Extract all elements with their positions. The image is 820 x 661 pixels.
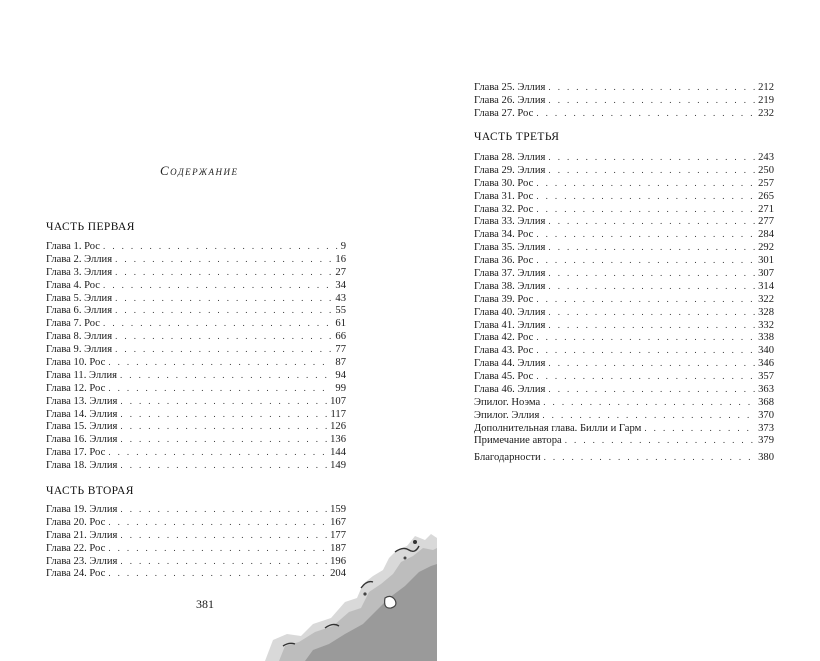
toc-entry-page: 144 bbox=[330, 447, 346, 459]
toc-entry bbox=[46, 516, 346, 529]
dot-leader bbox=[108, 356, 332, 369]
dot-leader bbox=[120, 433, 327, 446]
dot-leader bbox=[542, 409, 755, 422]
toc-entry-label: Глава 6. Эллия bbox=[46, 305, 113, 317]
toc-entry-page: 243 bbox=[758, 152, 774, 163]
dot-leader bbox=[644, 422, 755, 435]
toc-entry-page: 43 bbox=[335, 292, 346, 304]
toc-entry bbox=[474, 94, 774, 107]
toc-entry bbox=[46, 292, 346, 305]
right-page bbox=[410, 0, 820, 661]
dot-leader bbox=[115, 292, 332, 305]
toc-entry-label: Глава 20. Рос bbox=[46, 516, 106, 528]
part-three-list bbox=[474, 151, 774, 435]
dot-leader bbox=[548, 280, 755, 293]
toc-entry-label: Глава 12. Рос bbox=[46, 382, 106, 394]
toc-entry bbox=[474, 357, 774, 370]
toc-entry-label: Глава 16. Эллия bbox=[46, 434, 118, 446]
toc-entry bbox=[474, 241, 774, 254]
toc-entry-page: 87 bbox=[335, 357, 346, 369]
toc-entry bbox=[474, 164, 774, 177]
dot-leader bbox=[548, 151, 755, 164]
dot-leader bbox=[536, 254, 755, 267]
toc-entry-label: Глава 3. Эллия bbox=[46, 266, 113, 278]
dot-leader bbox=[115, 266, 332, 279]
toc-entry-label: Глава 5. Эллия bbox=[46, 292, 113, 304]
toc-entry-label: Примечание автора bbox=[474, 435, 562, 446]
toc-entry-label: Глава 40. Эллия bbox=[474, 306, 546, 318]
toc-entry-page: 328 bbox=[758, 306, 774, 318]
dot-leader bbox=[536, 370, 755, 383]
toc-entry-label: Глава 13. Эллия bbox=[46, 395, 118, 407]
toc-entry-page: 232 bbox=[758, 107, 774, 119]
toc-entry bbox=[46, 395, 346, 408]
toc-entry-page: 187 bbox=[330, 542, 346, 554]
toc-entry bbox=[474, 409, 774, 422]
toc-entry bbox=[474, 293, 774, 306]
toc-entry bbox=[46, 459, 346, 472]
toc-entry-page: 346 bbox=[758, 358, 774, 370]
toc-entry bbox=[46, 420, 346, 433]
dot-leader bbox=[536, 203, 755, 216]
toc-entry-label: Глава 38. Эллия bbox=[474, 280, 546, 292]
toc-entry bbox=[46, 240, 346, 253]
toc-entry-page: 55 bbox=[335, 305, 346, 317]
toc-entry-label: Глава 35. Эллия bbox=[474, 242, 546, 254]
toc-entry-page: 314 bbox=[758, 280, 774, 292]
toc-entry-page: 126 bbox=[330, 421, 346, 433]
toc-entry-page: 332 bbox=[758, 319, 774, 331]
toc-entry-page: 99 bbox=[335, 382, 346, 394]
dot-leader bbox=[103, 240, 338, 253]
toc-entry bbox=[46, 266, 346, 279]
toc-entry-label: Глава 22. Рос bbox=[46, 542, 106, 554]
toc-title: Содержание bbox=[160, 163, 239, 178]
dot-leader bbox=[548, 164, 755, 177]
toc-entry bbox=[46, 446, 346, 459]
dot-leader bbox=[108, 382, 332, 395]
toc-entry bbox=[474, 370, 774, 383]
toc-entry-label: Глава 19. Эллия bbox=[46, 504, 118, 515]
toc-entry-label: Глава 42. Рос bbox=[474, 332, 534, 344]
toc-entry bbox=[46, 279, 346, 292]
toc-entry-label: Глава 8. Эллия bbox=[46, 331, 113, 343]
dot-leader bbox=[536, 107, 755, 120]
toc-entry-label: Глава 31. Рос bbox=[474, 190, 534, 202]
toc-entry bbox=[46, 304, 346, 317]
toc-entry bbox=[474, 203, 774, 216]
toc-entry-page: 250 bbox=[758, 164, 774, 176]
dot-leader bbox=[120, 503, 327, 516]
toc-entry-page: 167 bbox=[330, 516, 346, 528]
toc-entry-page: 94 bbox=[335, 369, 346, 381]
toc-entry-page: 301 bbox=[758, 255, 774, 267]
toc-entry-page: 61 bbox=[335, 318, 346, 330]
toc-entry bbox=[474, 451, 774, 464]
toc-entry-label: Эпилог. Эллия bbox=[474, 409, 540, 421]
dot-leader bbox=[548, 383, 755, 396]
toc-entry bbox=[46, 343, 346, 356]
dot-leader bbox=[548, 241, 755, 254]
toc-entry bbox=[46, 356, 346, 369]
toc-entry bbox=[474, 151, 774, 164]
toc-entry-label: Глава 18. Эллия bbox=[46, 460, 118, 472]
toc-entry-page: 380 bbox=[758, 451, 774, 463]
toc-entry bbox=[46, 382, 346, 395]
toc-entry-page: 368 bbox=[758, 396, 774, 408]
dot-leader bbox=[115, 253, 332, 266]
toc-entry bbox=[474, 177, 774, 190]
toc-entry bbox=[474, 190, 774, 203]
dot-leader bbox=[565, 434, 755, 447]
toc-entry bbox=[474, 280, 774, 293]
toc-entry-label: Глава 27. Рос bbox=[474, 107, 534, 119]
dot-leader bbox=[536, 228, 755, 241]
toc-entry-page: 370 bbox=[758, 409, 774, 421]
toc-entry-page: 271 bbox=[758, 203, 774, 215]
toc-entry bbox=[474, 344, 774, 357]
toc-entry-page: 204 bbox=[330, 568, 346, 580]
toc-entry-label: Глава 25. Эллия bbox=[474, 82, 546, 93]
toc-entry-page: 257 bbox=[758, 177, 774, 189]
toc-entry-page: 292 bbox=[758, 242, 774, 254]
toc-entry-page: 136 bbox=[330, 434, 346, 446]
toc-entry bbox=[46, 433, 346, 446]
toc-entry-label: Глава 43. Рос bbox=[474, 345, 534, 357]
part-three-heading: ЧАСТЬ ТРЕТЬЯ bbox=[474, 131, 560, 143]
toc-entry-label: Глава 28. Эллия bbox=[474, 152, 546, 163]
toc-entry-label: Глава 15. Эллия bbox=[46, 421, 118, 433]
toc-entry-page: 363 bbox=[758, 384, 774, 396]
dot-leader bbox=[536, 293, 755, 306]
toc-entry-label: Глава 7. Рос bbox=[46, 318, 101, 330]
toc-entry-label: Глава 24. Рос bbox=[46, 568, 106, 580]
part-two-continued-list bbox=[474, 81, 774, 120]
toc-entry bbox=[474, 434, 774, 447]
toc-entry-label: Глава 14. Эллия bbox=[46, 408, 118, 420]
toc-entry-label: Глава 11. Эллия bbox=[46, 369, 117, 381]
toc-entry-label: Глава 34. Рос bbox=[474, 229, 534, 241]
toc-entry-page: 149 bbox=[330, 460, 346, 472]
toc-entry-page: 34 bbox=[335, 279, 346, 291]
toc-entry bbox=[474, 331, 774, 344]
dot-leader bbox=[103, 317, 332, 330]
toc-entry-page: 277 bbox=[758, 216, 774, 228]
dot-leader bbox=[548, 267, 755, 280]
toc-entry-page: 357 bbox=[758, 371, 774, 383]
dot-leader bbox=[120, 408, 327, 421]
toc-entry-page: 307 bbox=[758, 268, 774, 280]
toc-entry-label: Эпилог. Ноэма bbox=[474, 396, 541, 408]
toc-entry-label: Глава 4. Рос bbox=[46, 279, 101, 291]
toc-entry-label: Глава 2. Эллия bbox=[46, 253, 113, 265]
toc-entry-label: Глава 32. Рос bbox=[474, 203, 534, 215]
toc-entry bbox=[474, 107, 774, 120]
toc-entry-page: 159 bbox=[330, 504, 346, 515]
toc-entry-page: 373 bbox=[758, 422, 774, 434]
dot-leader bbox=[536, 190, 755, 203]
toc-entry-label: Глава 46. Эллия bbox=[474, 384, 546, 396]
dot-leader bbox=[120, 395, 327, 408]
toc-entry-label: Глава 44. Эллия bbox=[474, 358, 546, 370]
dot-leader bbox=[120, 420, 327, 433]
toc-entry-page: 117 bbox=[330, 408, 346, 420]
toc-entry bbox=[474, 422, 774, 435]
toc-entry-page: 340 bbox=[758, 345, 774, 357]
toc-entry bbox=[474, 228, 774, 241]
toc-entry-page: 16 bbox=[335, 253, 346, 265]
toc-entry bbox=[474, 319, 774, 332]
dot-leader bbox=[548, 215, 755, 228]
toc-entry-label: Глава 45. Рос bbox=[474, 371, 534, 383]
part-one-heading: ЧАСТЬ ПЕРВАЯ bbox=[46, 221, 135, 233]
dot-leader bbox=[544, 451, 755, 464]
toc-entry-label: Дополнительная глава. Билли и Гарм bbox=[474, 422, 642, 434]
toc-entry-page: 27 bbox=[335, 266, 346, 278]
page-number: 381 bbox=[196, 597, 214, 611]
toc-entry-page: 196 bbox=[330, 555, 346, 567]
toc-entry-page: 107 bbox=[330, 395, 346, 407]
toc-entry bbox=[46, 503, 346, 516]
toc-entry bbox=[474, 81, 774, 94]
toc-entry-page: 212 bbox=[758, 82, 774, 93]
toc-entry-page: 219 bbox=[758, 94, 774, 106]
toc-entry-page: 322 bbox=[758, 293, 774, 305]
toc-entry bbox=[474, 254, 774, 267]
part-one-list bbox=[46, 240, 346, 472]
toc-entry bbox=[46, 317, 346, 330]
dot-leader bbox=[115, 304, 332, 317]
toc-entry-label: Глава 21. Эллия bbox=[46, 529, 118, 541]
toc-entry-label: Глава 1. Рос bbox=[46, 241, 101, 252]
toc-entry bbox=[474, 267, 774, 280]
dot-leader bbox=[548, 81, 755, 94]
dot-leader bbox=[536, 331, 755, 344]
toc-entry bbox=[474, 396, 774, 409]
toc-entry-page: 77 bbox=[335, 344, 346, 356]
toc-entry-label: Глава 30. Рос bbox=[474, 177, 534, 189]
toc-entry bbox=[474, 306, 774, 319]
dot-leader bbox=[548, 319, 755, 332]
toc-entry-label: Благодарности bbox=[474, 451, 541, 463]
dot-leader bbox=[536, 177, 755, 190]
dot-leader bbox=[103, 279, 332, 292]
dot-leader bbox=[120, 459, 327, 472]
toc-entry-label: Глава 41. Эллия bbox=[474, 319, 546, 331]
toc-entry-label: Глава 26. Эллия bbox=[474, 94, 546, 106]
toc-entry-page: 379 bbox=[758, 435, 774, 446]
toc-entry-page: 177 bbox=[330, 529, 346, 541]
dot-leader bbox=[548, 94, 755, 107]
toc-entry-label: Глава 10. Рос bbox=[46, 357, 106, 369]
toc-entry-page: 265 bbox=[758, 190, 774, 202]
dot-leader bbox=[548, 306, 755, 319]
toc-entry-page: 338 bbox=[758, 332, 774, 344]
part-two-heading: ЧАСТЬ ВТОРАЯ bbox=[46, 485, 134, 497]
dot-leader bbox=[543, 396, 755, 409]
toc-entry bbox=[46, 408, 346, 421]
dot-leader bbox=[115, 343, 332, 356]
toc-entry bbox=[46, 330, 346, 343]
toc-entry-label: Глава 9. Эллия bbox=[46, 344, 113, 356]
toc-entry bbox=[46, 369, 346, 382]
dot-leader bbox=[108, 446, 327, 459]
dot-leader bbox=[108, 516, 327, 529]
toc-entry-label: Глава 17. Рос bbox=[46, 447, 106, 459]
toc-entry-page: 284 bbox=[758, 229, 774, 241]
back-matter-list bbox=[474, 434, 774, 464]
toc-entry-label: Глава 39. Рос bbox=[474, 293, 534, 305]
toc-entry-label: Глава 36. Рос bbox=[474, 255, 534, 267]
toc-entry-label: Глава 37. Эллия bbox=[474, 268, 546, 280]
toc-entry-page: 66 bbox=[335, 331, 346, 343]
dot-leader bbox=[120, 369, 332, 382]
toc-entry-page: 9 bbox=[340, 241, 346, 252]
toc-entry-label: Глава 33. Эллия bbox=[474, 216, 546, 228]
dot-leader bbox=[115, 330, 332, 343]
toc-entry bbox=[474, 383, 774, 396]
dot-leader bbox=[548, 357, 755, 370]
toc-entry-label: Глава 29. Эллия bbox=[474, 164, 546, 176]
dot-leader bbox=[536, 344, 755, 357]
toc-entry-label: Глава 23. Эллия bbox=[46, 555, 118, 567]
toc-entry bbox=[474, 215, 774, 228]
toc-entry bbox=[46, 253, 346, 266]
